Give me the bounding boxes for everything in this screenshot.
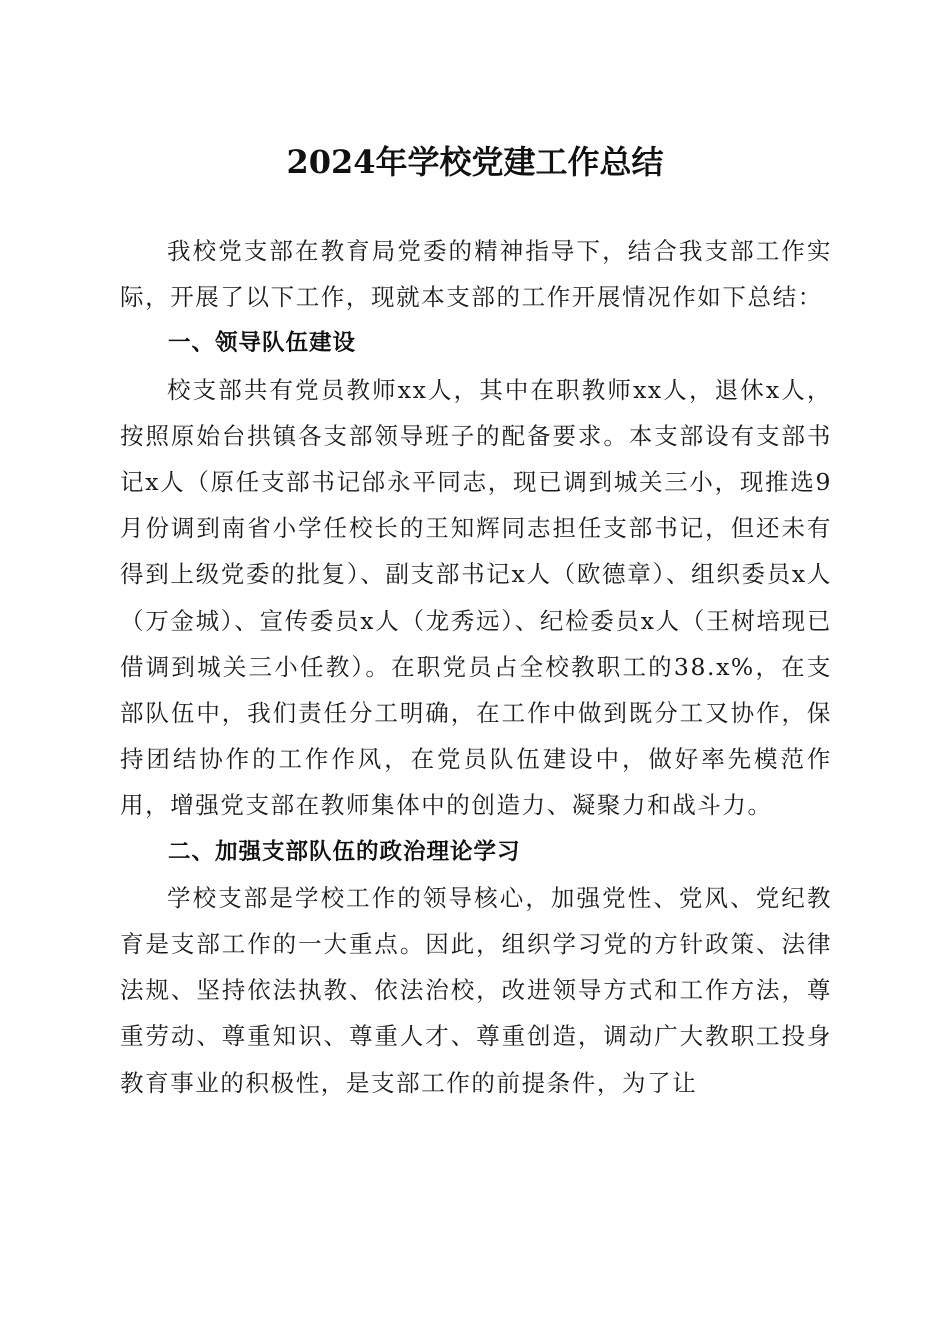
section-heading-political-study: 二、加强支部队伍的政治理论学习: [168, 838, 521, 865]
section-heading-leadership: 一、领导队伍建设: [168, 330, 357, 357]
document-title: 2024年学校党建工作总结: [286, 143, 664, 181]
intro-paragraph: 我校党支部在教育局党委的精神指导下，结合我支部工作实际，开展了以下工作，现就本支部的工作开展情况作如下总结：: [120, 237, 832, 312]
document-body: [120, 228, 832, 1106]
section-paragraph-political-study: 学校支部是学校工作的领导核心，加强党性、党风、党纪教育是支部工作的一大重点。因此，组织学习党的方针政策、法律法规、坚持依法执教、依法治校，改进领导方式和工作方法，尊重劳动、尊重知识、尊重人才、尊重创造，调动广大教职工投身教育事业的积极性，是支部工作的前提条件，为了让: [120, 883, 832, 1097]
section-paragraph-leadership: 校支部共有党员教师xx人，其中在职教师xx人，退休x人，按照原始台拱镇各支部领导班子的配备要求。本支部设有支部书记x人（原任支部书记邰永平同志，现已调到城关三小，现推选9月份调到南省小学任校长的王知辉同志担任支部书记，但还未有得到上级党委的批复）、副支部书记x人（欧德章）、组织委员x人（万金城）、宣传委员x人（龙秀远）、纪检委员x人（王树培现已借调到城关三小任教）。在职党员占全校教职工的38.x%，在支部队伍中，我们责任分工明确，在工作中做到既分工又协作，保持团结协作的工作作风，在党员队伍建设中，做好率先模范作用，增强党支部在教师集体中的创造力、凝聚力和战斗力。: [120, 375, 832, 820]
